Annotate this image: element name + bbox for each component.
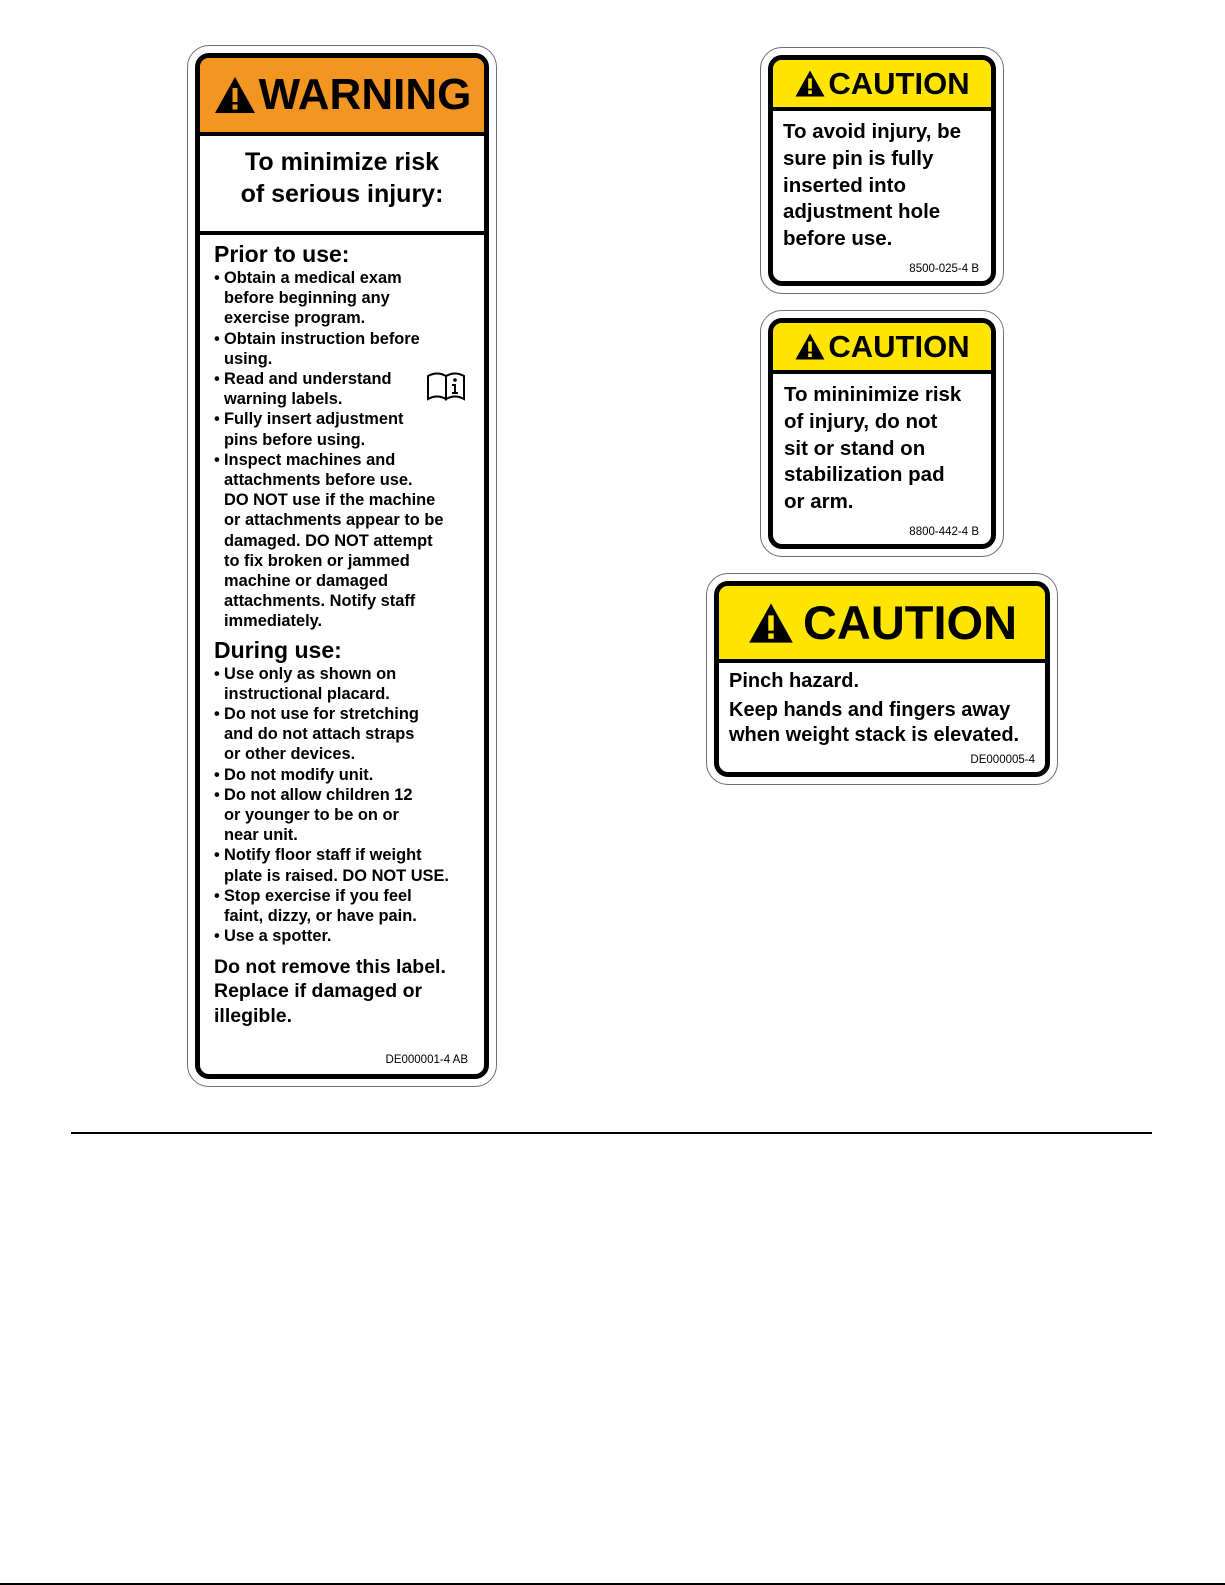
warning-header: [200, 58, 484, 136]
caution-header: [719, 586, 1045, 663]
warning-triangle-icon: [794, 332, 826, 361]
list-item: • Do not use for stretching and do not attach straps or other devices.: [214, 704, 474, 765]
during-heading: During use:: [214, 636, 342, 663]
caution-pinch-body: [714, 581, 1050, 777]
warning-content: [214, 240, 474, 1028]
during-list: [214, 664, 474, 947]
list-item: • Fully insert adjustment pins before using.: [214, 409, 474, 449]
list-item: • Use a spotter.: [214, 926, 474, 946]
read-manual-info-icon: [426, 371, 466, 401]
warning-triangle-icon: [213, 75, 257, 115]
list-item: • Inspect machines and attachments before use. DO NOT use if the machine or attachments appear to be damaged. DO NOT attempt to fix broken or jammed machine or damaged attachments. Notify staff immediately.: [214, 450, 474, 632]
caution-text: To mininimize risk of injury, do not sit or stand on stabilization pad or arm.: [784, 383, 962, 514]
warning-intro-line: To minimize risk: [244, 148, 440, 176]
label-code: DE000001-4 AB: [385, 1054, 468, 1066]
caution-text: To avoid injury, be sure pin is fully inserted into adjustment hole before use.: [783, 120, 962, 251]
warning-label: [187, 45, 497, 1087]
caution-header: [773, 323, 991, 374]
warning-footer: Do not remove this label. Replace if damaged or illegible.: [214, 955, 446, 1027]
list-item: • Use only as shown on instructional placard.: [214, 664, 474, 704]
warning-label-body: [195, 53, 489, 1079]
label-code: 8800-442-4 B: [909, 526, 979, 538]
list-item: • Do not modify unit.: [214, 765, 474, 785]
caution-header-text: CAUTION: [828, 65, 970, 101]
label-code: 8500-025-4 B: [909, 263, 979, 275]
prior-list: [214, 268, 474, 632]
label-code: DE000005-4: [970, 754, 1035, 766]
caution-pin-body: [768, 55, 996, 286]
caution-pad-body: [768, 318, 996, 549]
warning-intro-line: of serious injury:: [240, 180, 444, 208]
caution-text: Pinch hazard. Keep hands and fingers away when weight stack is elevated.: [729, 669, 1041, 748]
list-item: • Read and understand warning labels.: [214, 369, 474, 409]
horizontal-rule: [71, 1132, 1152, 1134]
caution-pin-label: [760, 47, 1004, 294]
caution-header-text: CAUTION: [828, 328, 970, 364]
caution-pinch-label: [706, 573, 1058, 785]
caution-pad-label: [760, 310, 1004, 557]
list-item: • Obtain a medical exam before beginning any exercise program.: [214, 268, 474, 329]
warning-triangle-icon: [794, 69, 826, 98]
list-item: • Stop exercise if you feel faint, dizzy, or have pain.: [214, 886, 474, 926]
warning-intro: [200, 136, 484, 235]
caution-header: [773, 60, 991, 111]
list-item: • Obtain instruction before using.: [214, 329, 474, 369]
pinch-hazard-line: Pinch hazard.: [729, 670, 860, 692]
warning-triangle-icon: [747, 601, 795, 645]
list-item: • Do not allow children 12 or younger to be on or near unit.: [214, 785, 474, 846]
prior-heading: Prior to use:: [214, 241, 350, 267]
list-item: • Notify floor staff if weight plate is raised. DO NOT USE.: [214, 845, 474, 885]
warning-header-text: WARNING: [258, 70, 472, 119]
caution-header-text: CAUTION: [802, 596, 1018, 649]
